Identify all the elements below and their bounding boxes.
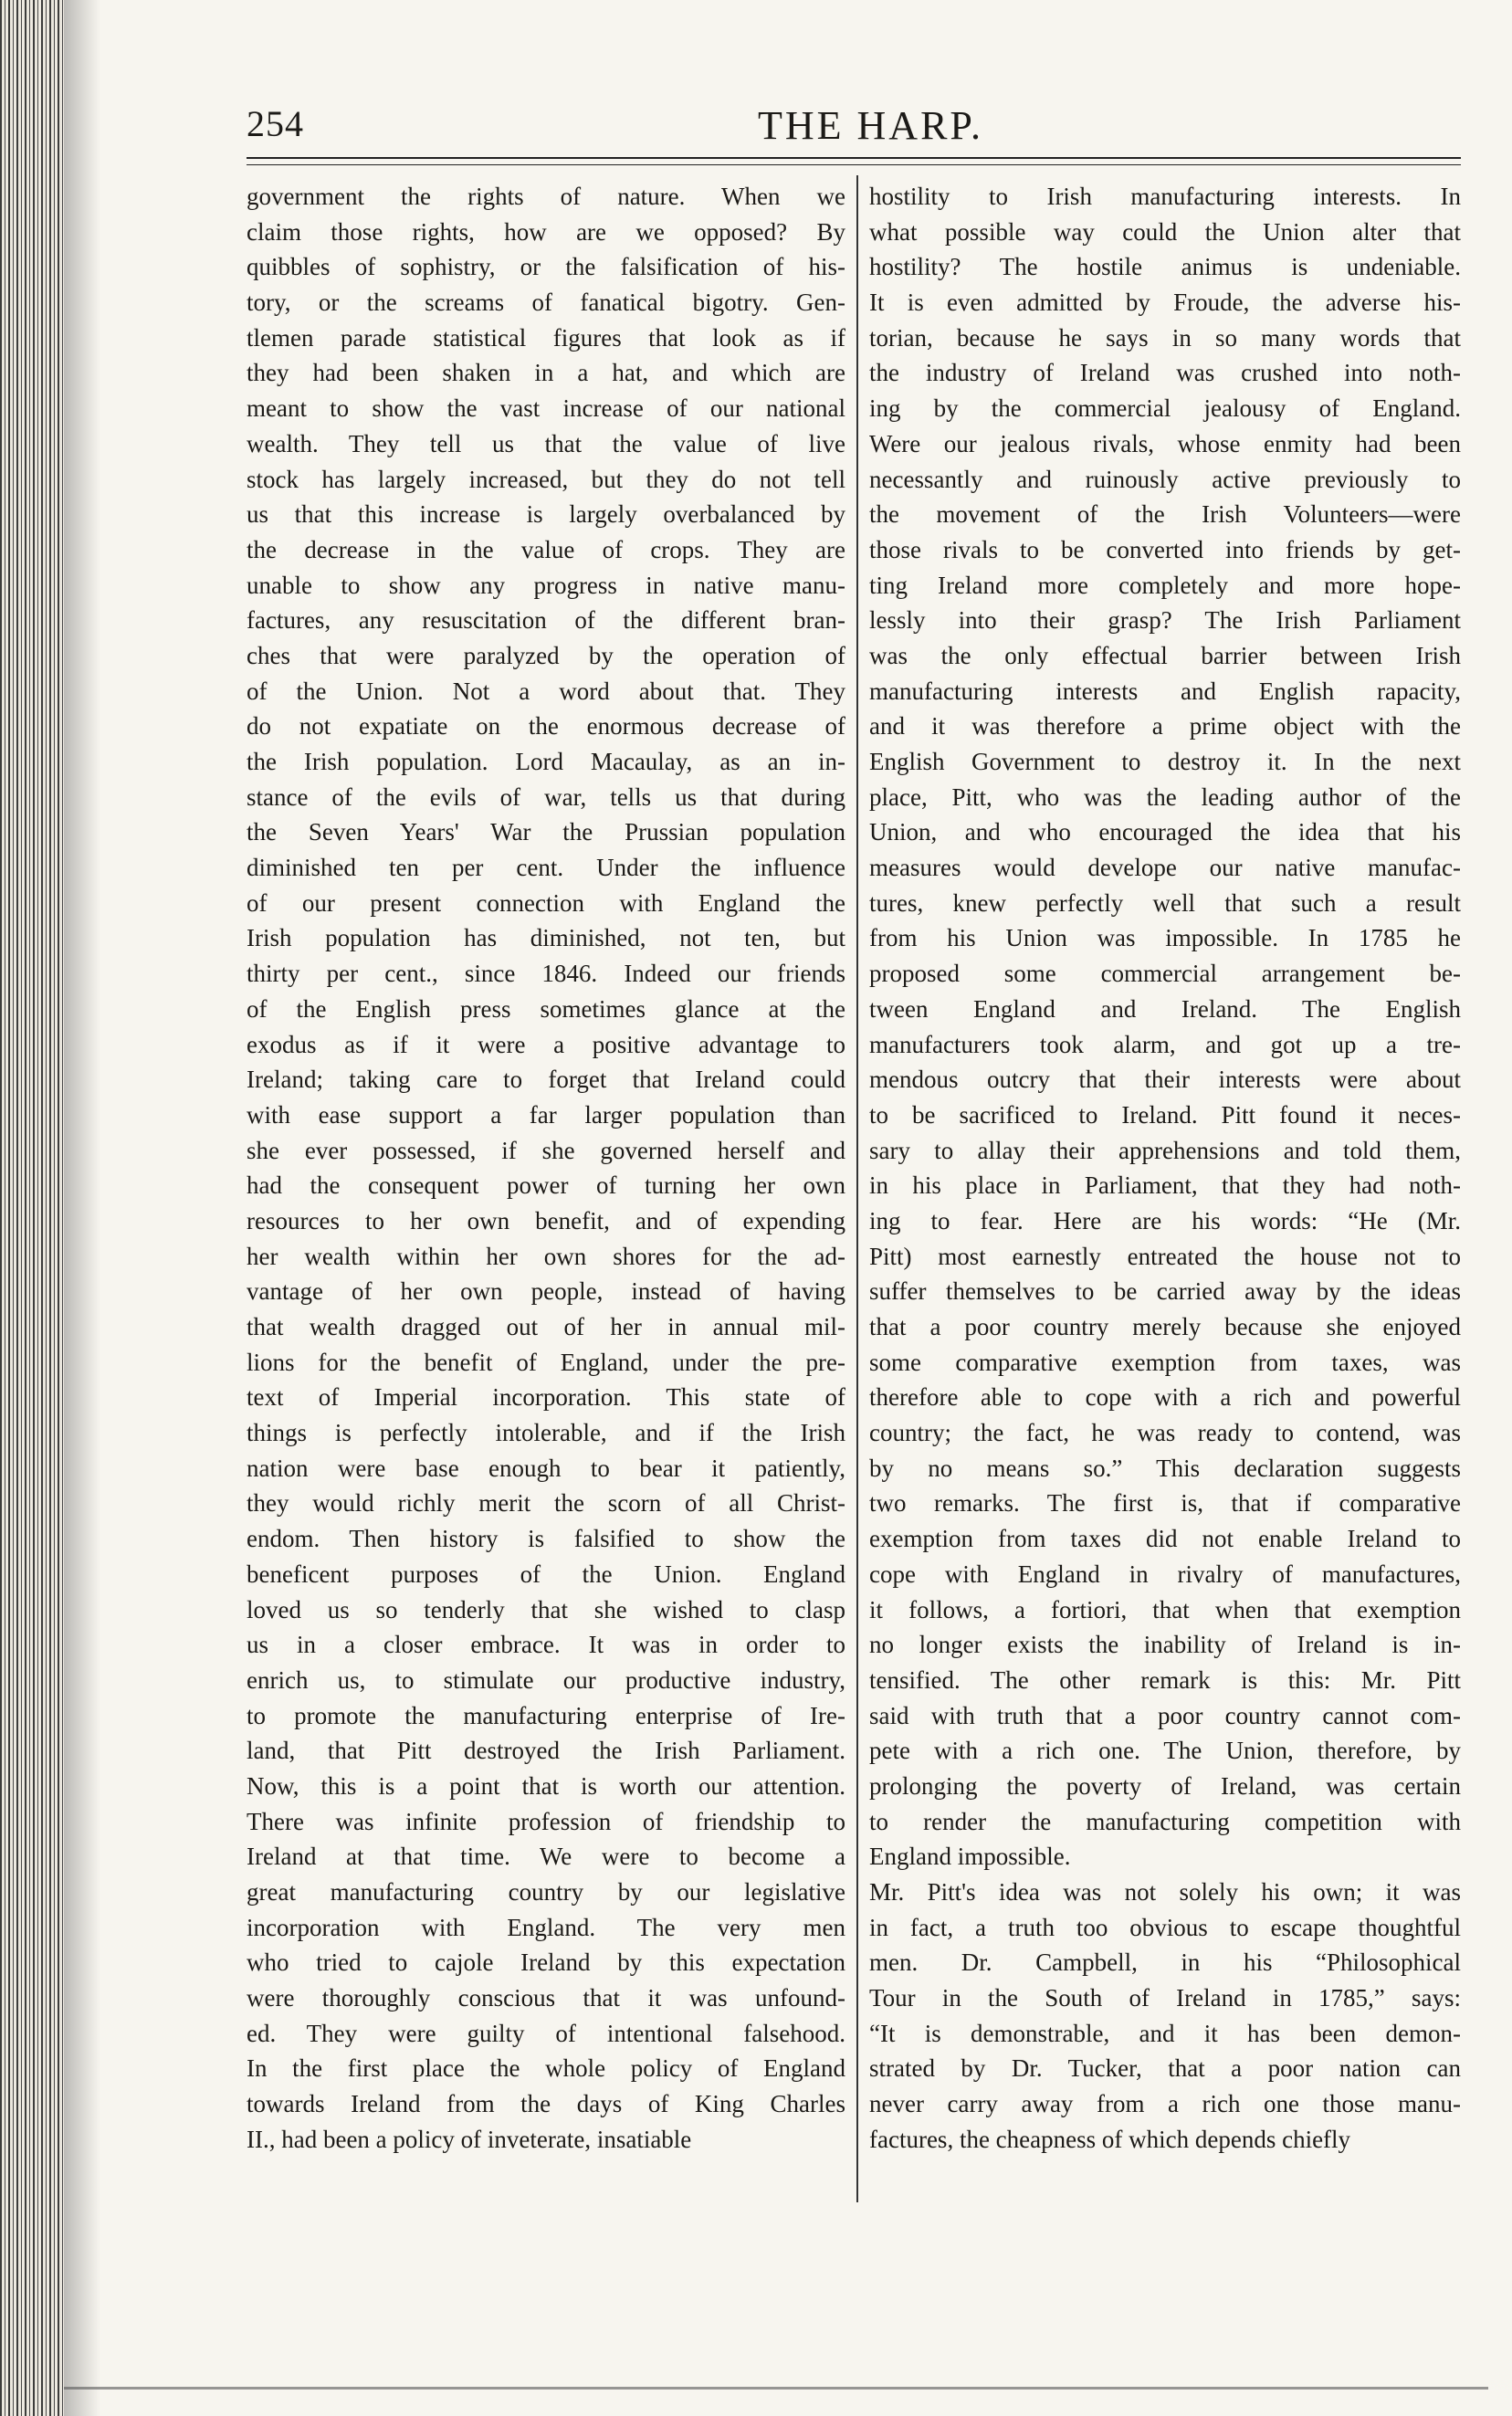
text-line: wealth. They tell us that the value of live (247, 429, 845, 457)
text-line: Ireland; taking care to forget that Ireland could (247, 1066, 845, 1094)
text-line: meant to show the vast increase of our national (247, 394, 845, 423)
text-line: with ease support a far larger population than (247, 1100, 845, 1129)
text-line: land, that Pitt destroyed the Irish Parliament. (247, 1737, 845, 1765)
text-line: thirty per cent., since 1846. Indeed our friends (247, 960, 845, 988)
text-line: manufacturing interests and English rapacity, (869, 677, 1461, 705)
text-line: cope with England in rivalry of manufactures, (869, 1560, 1461, 1588)
text-line: place, Pitt, who was the leading author of the (869, 783, 1461, 811)
text-line: no longer exists the inability of Ireland is in- (869, 1631, 1461, 1659)
text-line: England impossible. (869, 1843, 1071, 1871)
right-text-column (869, 179, 1461, 2215)
text-line: the industry of Ireland was crushed into noth- (869, 359, 1461, 387)
text-line: Irish population has diminished, not ten, but (247, 924, 845, 952)
text-line: ing by the commercial jealousy of England. (869, 394, 1461, 423)
text-line: torian, because he says in so many words that (869, 323, 1461, 352)
text-line: lessly into their grasp? The Irish Parliament (869, 606, 1461, 635)
text-line: they had been shaken in a hat, and which are (247, 359, 845, 387)
text-line: tween England and Ireland. The English (869, 994, 1461, 1023)
text-line: of the English press sometimes glance at the (247, 994, 845, 1023)
text-line: ed. They were guilty of intentional falsehood. (247, 2019, 845, 2047)
text-line: what possible way could the Union alter that (869, 217, 1461, 246)
text-line: stance of the evils of war, tells us that during (247, 783, 845, 811)
text-line: Pitt) most earnestly entreated the house not to (869, 1242, 1461, 1270)
text-line: in his place in Parliament, that they had noth- (869, 1171, 1461, 1200)
text-line: II., had been a policy of inveterate, insatiable (247, 2125, 692, 2153)
text-line: from his Union was impossible. In 1785 he (869, 924, 1461, 952)
text-line: pete with a rich one. The Union, therefore, by (869, 1737, 1461, 1765)
text-line: her wealth within her own shores for the ad- (247, 1242, 845, 1270)
text-line: never carry away from a rich one those manu- (869, 2090, 1461, 2118)
text-line: was the only effectual barrier between Irish (869, 641, 1461, 669)
text-line: tory, or the screams of fanatical bigotry. Gen- (247, 289, 845, 317)
text-line: ing to fear. Here are his words: “He (Mr. (869, 1206, 1461, 1234)
text-line: exodus as if it were a positive advantage to (247, 1030, 845, 1058)
text-line: hostility? The hostile animus is undeniable. (869, 253, 1461, 281)
text-line: were thoroughly conscious that it was unfound- (247, 1984, 845, 2012)
text-line: ches that were paralyzed by the operation of (247, 641, 845, 669)
text-line: that a poor country merely because she enjoyed (869, 1313, 1461, 1340)
text-line: stock has largely increased, but they do not tell (247, 465, 845, 493)
header-rule-thin (247, 164, 1461, 165)
text-line: of our present connection with England the (247, 888, 845, 917)
text-line: “It is demonstrable, and it has been demon- (869, 2019, 1461, 2047)
text-line: tensified. The other remark is this: Mr. Pitt (869, 1665, 1461, 1694)
text-line: loved us so tenderly that she wished to clasp (247, 1595, 845, 1623)
text-line: quibbles of sophistry, or the falsification of his- (247, 253, 845, 281)
text-line: tures, knew perfectly well that such a result (869, 888, 1461, 917)
header-rule (247, 157, 1461, 159)
text-line: diminished ten per cent. Under the influence (247, 854, 845, 882)
text-line: she ever possessed, if she governed herself and (247, 1136, 845, 1164)
text-line: prolonging the poverty of Ireland, was certain (869, 1771, 1461, 1800)
text-line: the Seven Years' War the Prussian population (247, 818, 845, 846)
text-line: suffer themselves to be carried away by the ideas (869, 1277, 1461, 1306)
text-line: hostility to Irish manufacturing interests. In (869, 183, 1461, 210)
text-line: Tour in the South of Ireland in 1785,” says: (869, 1984, 1461, 2012)
text-line: beneficent purposes of the Union. England (247, 1560, 845, 1588)
text-line: great manufacturing country by our legislative (247, 1878, 845, 1906)
text-line: It is even admitted by Froude, the adverse his- (869, 289, 1461, 317)
text-line: the movement of the Irish Volunteers—were (869, 500, 1461, 529)
text-line: government the rights of nature. When we (247, 183, 845, 210)
text-line: resources to her own benefit, and of expending (247, 1206, 845, 1234)
text-line: it follows, a fortiori, that when that exemption (869, 1595, 1461, 1623)
text-line: incorporation with England. The very men (247, 1913, 845, 1941)
text-line: factures, any resuscitation of the different bran- (247, 606, 845, 635)
text-line: factures, the cheapness of which depends chiefly (869, 2125, 1351, 2153)
text-line: who tried to cajole Ireland by this expectation (247, 1949, 845, 1977)
text-line: mendous outcry that their interests were about (869, 1066, 1461, 1094)
text-line: English Government to destroy it. In the next (869, 748, 1461, 775)
column-divider (856, 175, 858, 2202)
text-line: strated by Dr. Tucker, that a poor nation can (869, 2054, 1461, 2083)
text-line: the decrease in the value of crops. They are (247, 535, 845, 563)
text-line: they would richly merit the scorn of all Christ- (247, 1489, 845, 1518)
text-line: by no means so.” This declaration suggests (869, 1454, 1461, 1482)
text-line: Union, and who encouraged the idea that his (869, 818, 1461, 846)
text-line: Ireland at that time. We were to become a (247, 1843, 845, 1871)
text-line: measures would develope our native manufac- (869, 854, 1461, 882)
text-line: claim those rights, how are we opposed? By (247, 217, 845, 246)
text-line: to be sacrificed to Ireland. Pitt found it neces- (869, 1100, 1461, 1129)
text-line: Now, this is a point that is worth our attention. (247, 1771, 845, 1800)
text-line: us that this increase is largely overbalanced by (247, 500, 845, 529)
text-line: in fact, a truth too obvious to escape thoughtful (869, 1913, 1461, 1941)
text-line: some comparative exemption from taxes, was (869, 1348, 1461, 1376)
page-bottom-edge (64, 2387, 1488, 2390)
text-line: had the consequent power of turning her own (247, 1171, 845, 1200)
text-line: Mr. Pitt's idea was not solely his own; it was (869, 1878, 1461, 1906)
text-line: things is perfectly intolerable, and if the Irish (247, 1419, 845, 1447)
left-text-column (247, 179, 845, 2215)
page-binding-edge (0, 0, 64, 2416)
text-line: of the Union. Not a word about that. They (247, 677, 845, 705)
text-line: and it was therefore a prime object with the (869, 712, 1461, 741)
text-line: us in a closer embrace. It was in order to (247, 1631, 845, 1659)
text-line: text of Imperial incorporation. This state of (247, 1383, 845, 1412)
text-line: the Irish population. Lord Macaulay, as an in- (247, 748, 845, 775)
text-line: do not expatiate on the enormous decrease of (247, 712, 845, 741)
page-header (247, 102, 1461, 157)
text-line: In the first place the whole policy of England (247, 2054, 845, 2083)
page-number: 254 (247, 103, 304, 144)
text-line: said with truth that a poor country cannot com- (869, 1701, 1461, 1729)
text-line: endom. Then history is falsified to show the (247, 1525, 845, 1553)
text-line: men. Dr. Campbell, in his “Philosophical (869, 1949, 1461, 1977)
text-line: manufacturers took alarm, and got up a tre- (869, 1030, 1461, 1058)
text-line: vantage of her own people, instead of having (247, 1277, 845, 1306)
text-line: There was infinite profession of friendship to (247, 1807, 845, 1835)
text-line: sary to allay their apprehensions and told them, (869, 1136, 1461, 1164)
text-line: lions for the benefit of England, under the pre- (247, 1348, 845, 1376)
text-line: necessantly and ruinously active previously to (869, 465, 1461, 493)
text-line: to promote the manufacturing enterprise of Ire- (247, 1701, 845, 1729)
text-line: two remarks. The first is, that if comparative (869, 1489, 1461, 1518)
text-line: tlemen parade statistical figures that look as if (247, 323, 845, 352)
text-line: to render the manufacturing competition with (869, 1807, 1461, 1835)
page-binding-shadow (64, 0, 100, 2416)
text-line: nation were base enough to bear it patiently, (247, 1454, 845, 1482)
text-line: those rivals to be converted into friends by get- (869, 535, 1461, 563)
text-line: enrich us, to stimulate our productive industry, (247, 1665, 845, 1694)
text-line: proposed some commercial arrangement be- (869, 960, 1461, 988)
text-line: towards Ireland from the days of King Charles (247, 2090, 845, 2118)
text-line: therefore able to cope with a rich and powerful (869, 1383, 1461, 1412)
text-line: exemption from taxes did not enable Ireland to (869, 1525, 1461, 1553)
text-line: that wealth dragged out of her in annual mil- (247, 1313, 845, 1340)
running-title: THE HARP. (758, 103, 984, 148)
text-line: unable to show any progress in native manu- (247, 571, 845, 599)
text-line: Were our jealous rivals, whose enmity had been (869, 429, 1461, 457)
text-line: country; the fact, he was ready to contend, was (869, 1419, 1461, 1447)
text-line: ting Ireland more completely and more hope- (869, 571, 1461, 599)
